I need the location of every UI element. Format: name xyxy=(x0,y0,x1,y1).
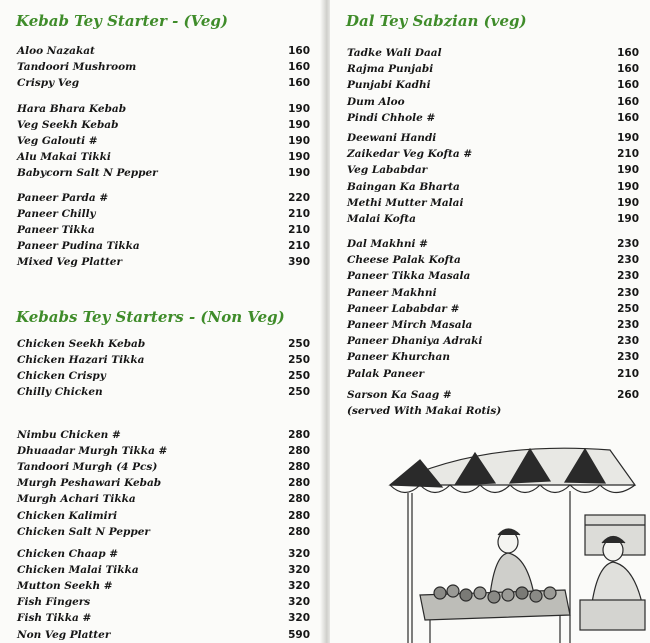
menu-item-price: 260 xyxy=(617,389,639,401)
menu-item xyxy=(347,77,639,93)
menu-item-price: 160 xyxy=(288,45,310,57)
menu-item-price: 280 xyxy=(288,461,310,474)
menu-item xyxy=(17,578,310,594)
menu-item-price: 190 xyxy=(288,167,310,180)
menu-item xyxy=(17,206,310,222)
menu-item-price: 250 xyxy=(288,386,310,399)
menu-item xyxy=(17,491,310,507)
menu-item xyxy=(17,43,310,59)
menu-item-name: Babycorn Salt N Pepper xyxy=(17,167,158,180)
menu-item xyxy=(347,387,639,403)
menu-item-name: Veg Lababdar xyxy=(347,164,428,177)
menu-item-name: Palak Paneer xyxy=(347,367,425,380)
menu-item xyxy=(347,268,639,284)
menu-item xyxy=(17,149,310,165)
menu-item-price: 280 xyxy=(288,493,310,506)
menu-item-price: 250 xyxy=(288,354,310,367)
menu-item xyxy=(17,336,310,352)
menu-item-price: 190 xyxy=(617,213,639,225)
menu-item-price: 210 xyxy=(288,224,310,237)
menu-item-price: 190 xyxy=(288,103,310,115)
menu-item-price: 190 xyxy=(288,119,310,132)
menu-item-price: 250 xyxy=(288,370,310,383)
menu-item-name: Murgh Peshawari Kebab xyxy=(17,477,162,490)
menu-item-price: 230 xyxy=(617,351,639,364)
menu-item-name: Punjabi Kadhi xyxy=(347,79,431,92)
menu-item-name: Tandoori Murgh (4 Pcs) xyxy=(17,461,158,474)
menu-item-price: 220 xyxy=(288,192,310,204)
menu-item xyxy=(17,352,310,368)
menu-item-name: Fish Fingers xyxy=(17,596,91,609)
menu-item-price: 320 xyxy=(288,612,310,625)
menu-item xyxy=(17,59,310,75)
menu-item-price: 280 xyxy=(288,429,310,441)
menu-item-price: 230 xyxy=(617,335,639,348)
menu-item-name: Paneer Lababdar # xyxy=(347,302,460,315)
section-title-veg-starters: Kebab Tey Starter - (Veg) xyxy=(16,12,229,30)
menu-item-name: Zaikedar Veg Kofta # xyxy=(347,148,473,161)
menu-item-name: Chilly Chicken xyxy=(17,386,103,399)
menu-item-name: Pindi Chhole # xyxy=(347,111,436,124)
menu-item-price: 210 xyxy=(288,240,310,253)
menu-item-name: Tadke Wali Daal xyxy=(347,47,442,59)
menu-item-name: Dal Makhni # xyxy=(347,238,428,250)
menu-item-name: Veg Seekh Kebab xyxy=(17,119,119,132)
menu-item xyxy=(17,133,310,149)
menu-item xyxy=(17,459,310,475)
menu-item xyxy=(347,252,639,268)
menu-item-name: Crispy Veg xyxy=(17,77,80,90)
menu-item xyxy=(347,94,639,110)
menu-item xyxy=(347,61,639,77)
menu-item xyxy=(347,179,639,195)
menu-item-name: Paneer Chilly xyxy=(17,208,96,221)
menu-item xyxy=(347,333,639,349)
menu-item-name: (served With Makai Rotis) xyxy=(347,405,502,418)
menu-item xyxy=(17,443,310,459)
menu-item-price: 160 xyxy=(288,61,310,74)
menu-item-price: 250 xyxy=(617,302,639,315)
menu-item-price: 160 xyxy=(617,111,639,124)
menu-item-name: Deewani Handi xyxy=(347,132,437,144)
menu-item-price: 190 xyxy=(288,135,310,148)
menu-item-price: 280 xyxy=(288,445,310,458)
menu-page-right xyxy=(330,0,650,643)
menu-item-price: 190 xyxy=(617,164,639,177)
menu-item xyxy=(17,475,310,491)
menu-item-price: 320 xyxy=(288,564,310,577)
menu-item-price: 160 xyxy=(617,63,639,76)
menu-item-name: Chicken Chaap # xyxy=(17,548,119,560)
menu-item-price: 190 xyxy=(617,132,639,144)
menu-item-price: 160 xyxy=(617,47,639,59)
menu-item xyxy=(17,238,310,254)
menu-item-name: Paneer Mirch Masala xyxy=(347,319,473,331)
menu-item-name: Paneer Makhni xyxy=(347,286,437,299)
menu-item xyxy=(347,162,639,178)
menu-item-price: 590 xyxy=(288,628,310,641)
menu-item-name: Paneer Khurchan xyxy=(347,351,450,364)
menu-item-name: Chicken Kalimiri xyxy=(17,509,118,522)
menu-item-price: 280 xyxy=(288,509,310,522)
menu-item-price: 230 xyxy=(617,286,639,299)
menu-item-price: 190 xyxy=(617,196,639,209)
menu-item-price: 230 xyxy=(617,319,639,331)
menu-item xyxy=(17,165,310,181)
menu-item xyxy=(17,427,310,443)
menu-item-price: 190 xyxy=(288,151,310,164)
menu-item xyxy=(17,254,310,270)
menu-item xyxy=(347,236,639,252)
menu-item-name: Nimbu Chicken # xyxy=(17,429,121,441)
menu-item xyxy=(347,403,639,419)
menu-item-price: 320 xyxy=(288,596,310,609)
menu-item-name: Non Veg Platter xyxy=(17,628,111,641)
section-title-dal-sabzian: Dal Tey Sabzian (veg) xyxy=(346,12,527,30)
menu-item-price: 320 xyxy=(288,548,310,560)
menu-item xyxy=(17,562,310,578)
menu-item-name: Mutton Seekh # xyxy=(17,580,113,593)
menu-item xyxy=(347,349,639,365)
menu-item xyxy=(17,101,310,117)
menu-item-name: Mixed Veg Platter xyxy=(17,256,123,269)
menu-item xyxy=(17,546,310,562)
menu-item xyxy=(347,146,639,162)
menu-item-name: Alu Makai Tikki xyxy=(17,151,111,164)
menu-item-price: 230 xyxy=(617,238,639,250)
menu-item xyxy=(347,110,639,126)
menu-item-price: 280 xyxy=(288,525,310,538)
menu-item-name: Dum Aloo xyxy=(347,95,405,108)
menu-item xyxy=(347,130,639,146)
menu-item xyxy=(347,211,639,227)
menu-item-price: 210 xyxy=(288,208,310,221)
menu-item xyxy=(17,594,310,610)
menu-item xyxy=(17,222,310,238)
menu-item-price: 210 xyxy=(617,148,639,161)
menu-item xyxy=(347,366,639,382)
menu-item xyxy=(17,190,310,206)
menu-item xyxy=(347,317,639,333)
menu-item-name: Chicken Crispy xyxy=(17,370,106,383)
menu-item-name: Paneer Pudina Tikka xyxy=(17,240,140,253)
menu-item-name: Hara Bhara Kebab xyxy=(17,103,127,115)
menu-item-name: Chicken Malai Tikka xyxy=(17,564,139,577)
menu-item xyxy=(347,45,639,61)
menu-item xyxy=(347,301,639,317)
market-stall-illustration xyxy=(330,425,650,643)
menu-item-price: 280 xyxy=(288,477,310,490)
menu-item xyxy=(17,384,310,400)
menu-item-name: Chicken Hazari Tikka xyxy=(17,354,145,367)
menu-item-name: Rajma Punjabi xyxy=(347,63,434,76)
menu-item-price: 230 xyxy=(617,254,639,267)
menu-item-name: Fish Tikka # xyxy=(17,612,92,625)
menu-item-name: Paneer Tikka xyxy=(17,224,95,237)
menu-item-price: 320 xyxy=(288,580,310,593)
menu-item-name: Malai Kofta xyxy=(347,213,416,225)
menu-item-price: 160 xyxy=(617,95,639,108)
menu-item xyxy=(17,508,310,524)
menu-item-name: Cheese Palak Kofta xyxy=(347,254,461,267)
menu-item-price: 160 xyxy=(288,77,310,90)
menu-item-price: 210 xyxy=(617,367,639,380)
menu-item-price: 230 xyxy=(617,270,639,283)
menu-item-name: Aloo Nazakat xyxy=(17,45,95,57)
menu-item-name: Sarson Ka Saag # xyxy=(347,389,452,401)
menu-item-price: 160 xyxy=(617,79,639,92)
menu-item-name: Paneer Parda # xyxy=(17,192,109,204)
menu-item-price: 250 xyxy=(288,338,310,350)
menu-item xyxy=(347,285,639,301)
menu-item xyxy=(17,627,310,643)
menu-item-name: Methi Mutter Malai xyxy=(347,196,464,209)
menu-item xyxy=(17,610,310,626)
menu-item-name: Paneer Dhaniya Adraki xyxy=(347,335,483,348)
menu-item-name: Paneer Tikka Masala xyxy=(347,270,471,283)
menu-item-name: Chicken Seekh Kebab xyxy=(17,338,146,350)
menu-item xyxy=(17,524,310,540)
menu-item-name: Murgh Achari Tikka xyxy=(17,493,136,506)
menu-item xyxy=(17,368,310,384)
menu-item xyxy=(17,117,310,133)
menu-item-name: Tandoori Mushroom xyxy=(17,61,137,74)
menu-item xyxy=(347,195,639,211)
menu-item-name: Chicken Salt N Pepper xyxy=(17,525,150,538)
menu-item-price: 390 xyxy=(288,256,310,269)
menu-page-left xyxy=(0,0,322,643)
menu-item-price: 190 xyxy=(617,180,639,193)
section-title-nonveg-starters: Kebabs Tey Starters - (Non Veg) xyxy=(16,308,285,326)
menu-item-name: Veg Galouti # xyxy=(17,135,98,148)
menu-item-name: Dhuaadar Murgh Tikka # xyxy=(17,445,168,458)
menu-item-name: Baingan Ka Bharta xyxy=(347,180,460,193)
menu-item xyxy=(17,75,310,91)
